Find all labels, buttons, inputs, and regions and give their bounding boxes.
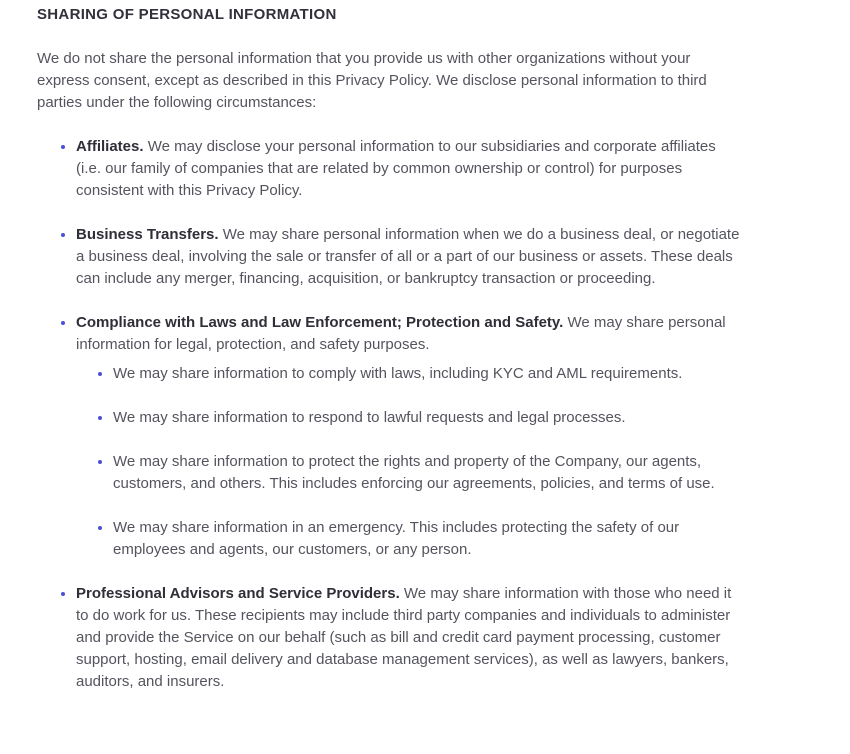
bullet-title: Business Transfers. xyxy=(76,226,219,243)
bullet-text: We may disclose your personal information to our subsidiaries and corporate affiliates (i.e. our family of companies that are related by common ownership or control) for purposes consistent with this Privacy Policy. xyxy=(76,138,716,199)
bullet-text: We may share personal information when we do a business deal, or negotiate a business deal, involving the sale or transfer of all or a part of our business or assets. These deals can include any merger, financing, acquisition, or bankruptcy transaction or proceeding. xyxy=(76,226,740,287)
list-item xyxy=(76,583,742,693)
sub-list-item: We may share information to comply with laws, including KYC and AML requirements. xyxy=(113,363,742,385)
bullet-text: We may share personal information for legal, protection, and safety purposes. xyxy=(76,314,726,353)
bullet-title: Affiliates. xyxy=(76,138,144,155)
sharing-list xyxy=(37,136,742,693)
list-item xyxy=(76,312,742,561)
sub-list-item: We may share information to protect the rights and property of the Company, our agents, customers, and others. This includes enforcing our agreements, policies, and terms of use. xyxy=(113,451,742,495)
bullet-title: Compliance with Laws and Law Enforcement; Protection and Safety. xyxy=(76,314,564,331)
list-item xyxy=(76,136,742,202)
bullet-title: Professional Advisors and Service Providers. xyxy=(76,585,400,602)
intro-paragraph: We do not share the personal information that you provide us with other organizations without your express consent, except as described in this Privacy Policy. We disclose personal information to third parties under the following circumstances: xyxy=(37,50,707,111)
list-item xyxy=(76,224,742,290)
section-heading: SHARING OF PERSONAL INFORMATION xyxy=(37,6,337,23)
bullet-text: We may share information with those who need it to do work for us. These recipients may include third party companies and individuals to administer and provide the Service on our behalf (such as bill and credit card payment processing, customer support, hosting, email delivery and database management services), as well as lawyers, bankers, auditors, and insurers. xyxy=(76,585,732,690)
sub-list xyxy=(76,363,742,561)
sub-list-item: We may share information in an emergency. This includes protecting the safety of our employees and agents, our customers, or any person. xyxy=(113,517,742,561)
sub-list-item: We may share information to respond to lawful requests and legal processes. xyxy=(113,407,742,429)
